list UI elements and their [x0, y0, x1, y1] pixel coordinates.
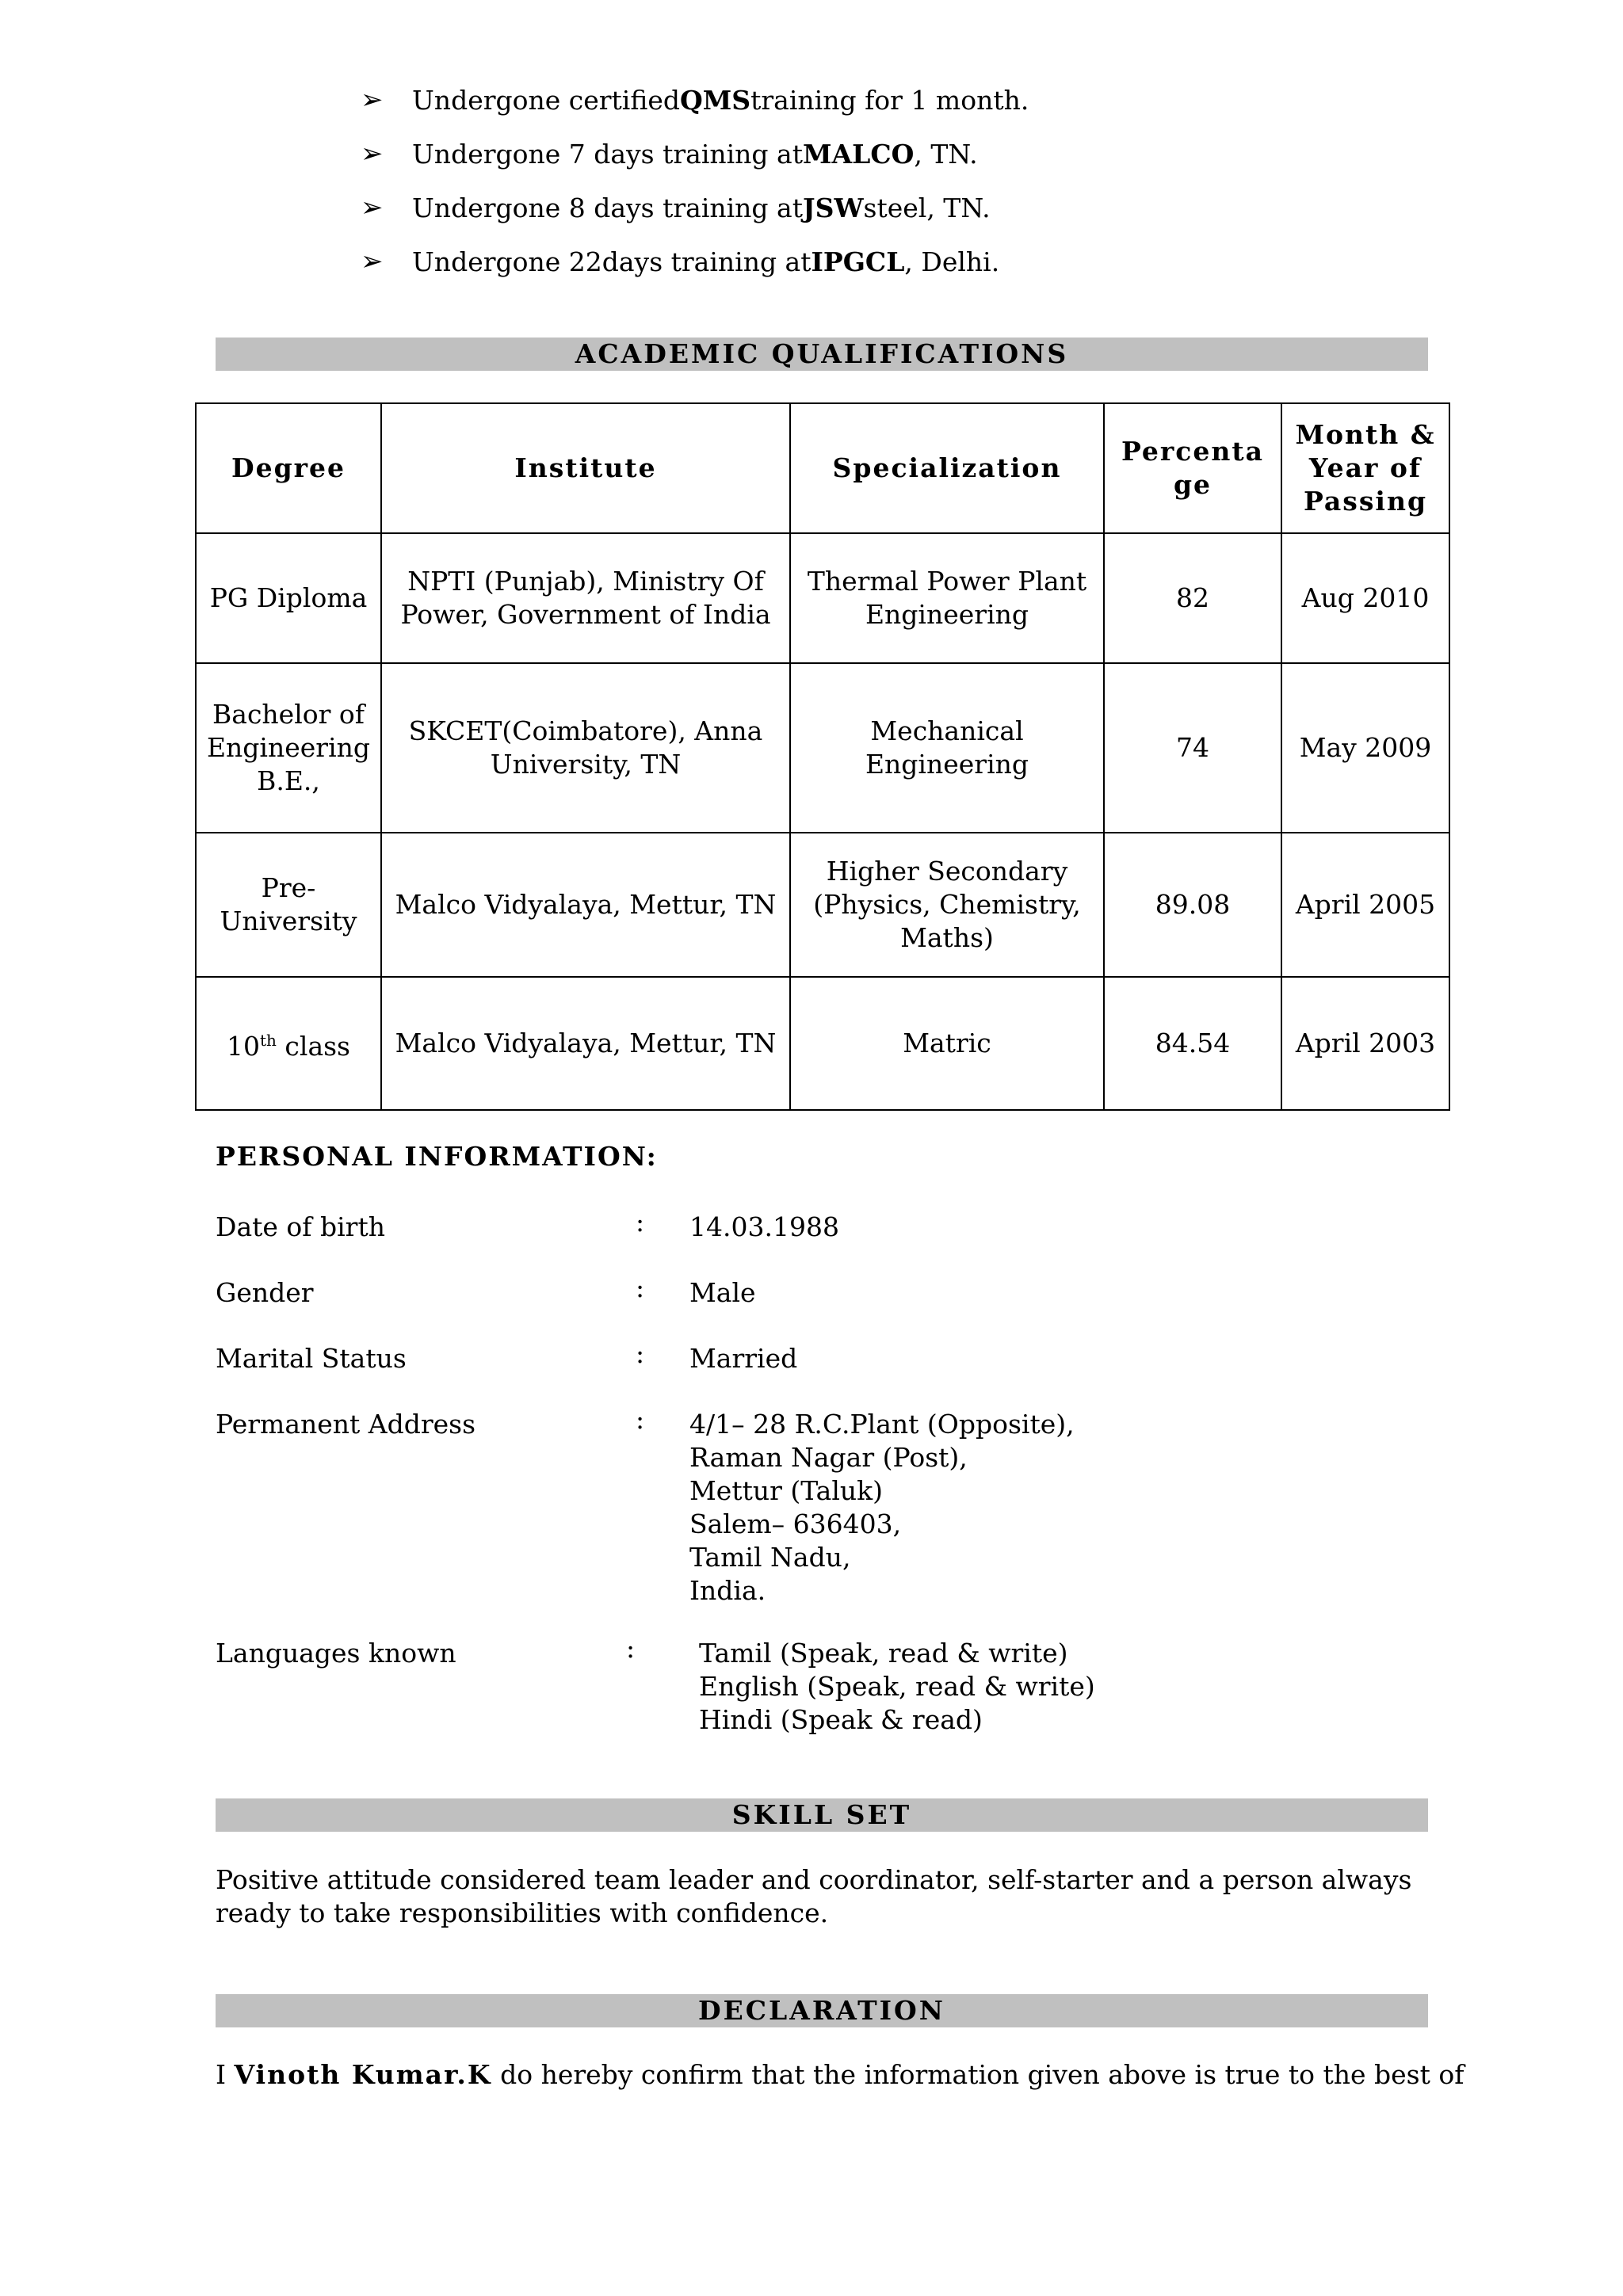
- cell-degree: Bachelor of Engineering B.E.,: [196, 663, 381, 833]
- address-line: 4/1– 28 R.C.Plant (Opposite),: [689, 1409, 1075, 1440]
- table-row: [196, 833, 1449, 977]
- declaration-text: I Vinoth Kumar.K do hereby confirm that the information given above is true to the best of: [216, 2059, 1465, 2090]
- address-label: Permanent Address: [216, 1409, 476, 1440]
- cell-degree: PG Diploma: [196, 533, 381, 663]
- training-list: [361, 73, 1029, 288]
- cell-institute: Malco Vidyalaya, Mettur, TN: [381, 833, 790, 977]
- cell-institute: SKCET(Coimbatore), Anna University, TN: [381, 663, 790, 833]
- header-institute: Institute: [381, 403, 790, 533]
- address-line: India.: [689, 1575, 766, 1606]
- dob-label: Date of birth: [216, 1211, 385, 1242]
- table-row: [196, 977, 1449, 1110]
- languages-label: Languages known: [216, 1638, 456, 1669]
- header-degree: Degree: [196, 403, 381, 533]
- colon: :: [626, 1633, 636, 1664]
- arrow-bullet-icon: ➢: [361, 246, 384, 277]
- colon: :: [636, 1272, 645, 1303]
- address-line: Mettur (Taluk): [689, 1475, 884, 1506]
- table-header-row: [196, 403, 1449, 533]
- personal-heading: PERSONAL INFORMATION:: [216, 1141, 658, 1172]
- skill-heading: SKILL SET: [216, 1798, 1428, 1832]
- skill-text: Positive attitude considered team leader and coordinator, self-starter and a person always ready to take responsibilities with confidence.: [216, 1864, 1412, 1928]
- cell-specialization: Matric: [790, 977, 1104, 1110]
- cell-specialization: Higher Secondary (Physics, Chemistry, Maths): [790, 833, 1104, 977]
- address-line: Salem– 636403,: [689, 1508, 902, 1539]
- cell-passing: April 2003: [1281, 977, 1449, 1110]
- table-row: [196, 533, 1449, 663]
- training-item: ➢ Undergone 8 days training at JSW steel, TN.: [361, 192, 991, 223]
- header-percentage: Percentage: [1104, 403, 1281, 533]
- cell-percentage: 82: [1104, 533, 1281, 663]
- table-row: [196, 663, 1449, 833]
- applicant-name: Vinoth Kumar.K: [234, 2059, 492, 2090]
- training-item: ➢ Undergone 7 days training at MALCO , TN.: [361, 138, 978, 170]
- colon: :: [636, 1404, 645, 1435]
- address-line: Tamil Nadu,: [689, 1542, 851, 1573]
- arrow-bullet-icon: ➢: [361, 192, 384, 223]
- cell-percentage: 84.54: [1104, 977, 1281, 1110]
- cell-degree: Pre-University: [196, 833, 381, 977]
- cell-passing: May 2009: [1281, 663, 1449, 833]
- header-passing: Month & Year of Passing: [1281, 403, 1449, 533]
- cell-passing: Aug 2010: [1281, 533, 1449, 663]
- colon: :: [636, 1207, 645, 1238]
- arrow-bullet-icon: ➢: [361, 138, 384, 170]
- cell-percentage: 74: [1104, 663, 1281, 833]
- cell-percentage: 89.08: [1104, 833, 1281, 977]
- training-item: ➢ Undergone certified QMS training for 1 month.: [361, 84, 1029, 116]
- languages-value: [699, 1637, 1095, 1737]
- gender-label: Gender: [216, 1277, 314, 1308]
- cell-degree: 10th class: [196, 977, 381, 1110]
- cell-passing: April 2005: [1281, 833, 1449, 977]
- academic-table: [195, 402, 1450, 1111]
- header-specialization: Specialization: [790, 403, 1104, 533]
- arrow-bullet-icon: ➢: [361, 84, 384, 116]
- dob-value: 14.03.1988: [689, 1211, 839, 1242]
- gender-value: Male: [689, 1277, 756, 1308]
- cell-specialization: Thermal Power Plant Engineering: [790, 533, 1104, 663]
- language-item: Tamil (Speak, read & write): [699, 1638, 1068, 1669]
- cell-institute: NPTI (Punjab), Ministry Of Power, Government of India: [381, 533, 790, 663]
- language-item: Hindi (Speak & read): [699, 1704, 983, 1735]
- training-item: ➢ Undergone 22days training at IPGCL , Delhi.: [361, 246, 1000, 277]
- academic-heading: ACADEMIC QUALIFICATIONS: [216, 338, 1428, 371]
- colon: :: [636, 1338, 645, 1369]
- marital-label: Marital Status: [216, 1343, 407, 1374]
- declaration-heading: DECLARATION: [216, 1994, 1428, 2027]
- cell-institute: Malco Vidyalaya, Mettur, TN: [381, 977, 790, 1110]
- language-item: English (Speak, read & write): [699, 1671, 1095, 1702]
- cell-specialization: Mechanical Engineering: [790, 663, 1104, 833]
- address-value: [689, 1408, 1075, 1608]
- address-line: Raman Nagar (Post),: [689, 1442, 968, 1473]
- marital-value: Married: [689, 1343, 798, 1374]
